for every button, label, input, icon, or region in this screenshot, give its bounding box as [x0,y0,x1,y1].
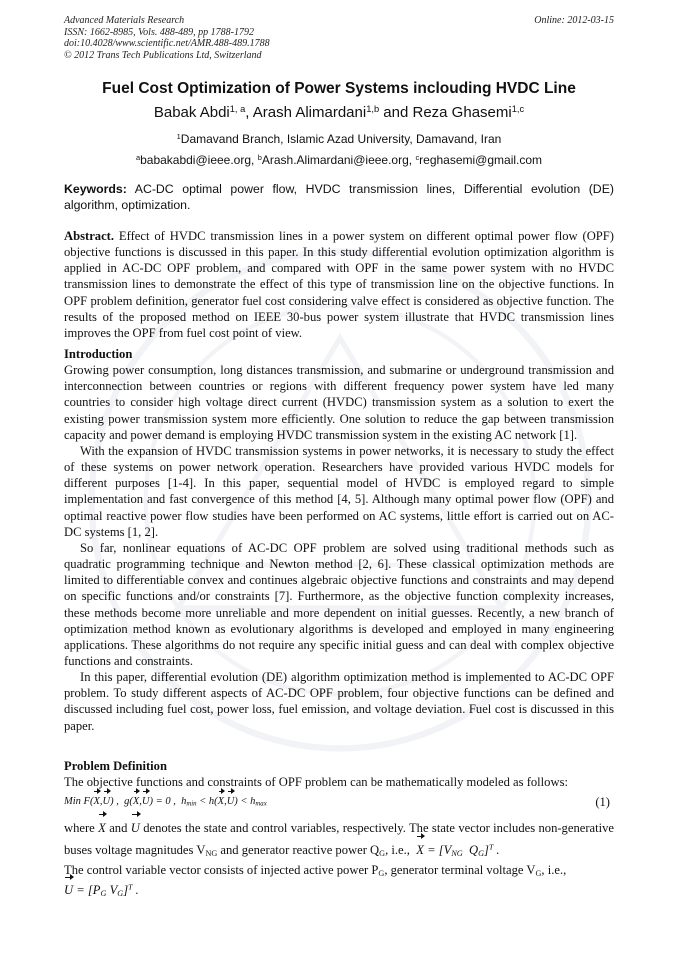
problem-definition-section [64,758,614,900]
control-text-1: The control variable vector consists of injected active power P [64,863,379,878]
issn-line: ISSN: 1662-8985, Vols. 488-489, pp 1788-1792 [64,26,254,38]
introduction-heading: Introduction [64,347,133,361]
problem-definition-heading: Problem Definition [64,759,167,773]
introduction-section [64,346,614,734]
reactive-power-text: and generator reactive power Q [217,843,380,858]
journal-name: Advanced Materials Research [64,15,185,26]
control-vector-definition: $U = [P_G$ $V_G]^T$ . [64,880,614,900]
state-vector-definition: $X = [V_{NG}$ $Q_G]^T$ . [413,843,500,857]
control-vector-text: The control variable vector consists of injected active power $P_G$, generator terminal voltage $V_G$, i.e., [64,863,567,879]
abstract-label: Abstract. [64,229,115,243]
copyright-line: © 2012 Trans Tech Publications Ltd, Switzerland [64,49,262,61]
author-name: Babak Abdi [153,104,230,121]
email-list [0,153,678,167]
author-name: Reza Ghasemi [412,104,512,121]
keywords-label: Keywords: [64,182,127,196]
doi-line: doi:10.4028/www.scientific.net/AMR.488-489.1788 [64,38,270,49]
control-vector-symbol: U [131,817,140,839]
equation-1 [64,791,614,813]
abstract-text: Effect of HVDC transmission lines in a power system on different optimal power flow (OPF) objective functions is discussed in this paper. In this study differential evolution optimization algorithm is applied in AC-DC OPF problem, and compared with OPF in the same power system with no HVDC transmission lines to demonstrate the effect of this type of transmission line on the objective functions. In OPF problem definition, generator fuel cost considering valve effect is considered as objective function. The results of the proposed method on IEEE 30-bus power system illustrate that HVDC transmission lines improves the OPF from fuel cost point of view. [64,229,614,340]
state-control-text: where X and U denotes the state and control variables, respectively. The state vector includes non-generative buses voltage magnitudes $V_{NG}$ and generator reactive power $Q_G$, i.e., $X = [V_{NG}$ $Q_G]^T$ . [64,817,614,861]
equation-1-formula: Min F(X,U) , g(X,U) = 0 , $h_{min} < h(X,U) < h_{max}$ [64,794,267,810]
email-mark: b [257,152,262,162]
author-name: Arash Alimardani [252,104,367,121]
state-vector-text: denotes the state and control variables, respectively. The state vector includes non-generative buses voltage magnitudes V [64,821,615,858]
intro-paragraph-1: Growing power consumption, long distances transmission, and submarine or underground transmission and interconnection between countries or regions with different frequency power system have led many countries to consider high voltage direct current (HVDC) transmission system as a solution to exert the existing power transmission system more efficiently. One solution to reduce the gap between transmission capacity and power demand is employing HVDC transmission system in the existing AC network [1]. [64,363,614,442]
author-affiliation-mark: 1, a [229,103,246,114]
author-list [0,104,678,121]
where-word: where [64,821,95,836]
state-vector-symbol: X [98,817,106,839]
email-address: babakabdi@ieee.org, [140,153,258,167]
equation-1-number: (1) [595,795,610,810]
email-mark: c [415,152,420,162]
journal-meta [64,15,270,61]
keywords [64,181,614,213]
author-separator: , [245,104,253,121]
paper-title: Fuel Cost Optimization of Power Systems inclouding HVDC Line [102,80,576,97]
problem-intro-text: The objective functions and constraints of OPF problem can be mathematically modeled as follows: [64,775,568,790]
affiliation [0,132,678,146]
affiliation-text: Damavand Branch, Islamic Azad University, Damavand, Iran [180,132,502,146]
intro-paragraph-2: With the expansion of HVDC transmission systems in power networks, it is necessary to study the effect of these systems on power network operation. Researchers have provided various HVDC models for different purposes [1-4]. In this paper, sequential model of HVDC is employed regard to simple implementation and fast convergence of this method [4, 5]. Although many optimal power flow (OPF) and optimal reactive power flow studies have been performed on AC systems, little effort is carried out on AC-DC systems [1, 2]. [64,443,614,539]
online-date: Online: 2012-03-15 [534,15,614,26]
email-mark: a [135,152,141,162]
author-affiliation-mark: 1,c [511,103,525,114]
intro-paragraph-4: In this paper, differential evolution (DE) algorithm optimization method is implemented to AC-DC OPF problem. To study different aspects of AC-DC OPF problem, four objective functions can be defined and discussed including fuel cost, power loss, fuel emission, and voltage deviation. Fuel cost is discussed in this paper. [64,670,614,733]
control-text-2: , generator terminal voltage V [384,863,536,878]
ie-text: , i.e., [385,843,410,858]
keywords-text: AC-DC optimal power flow, HVDC transmission lines, Differential evolution (DE) algorithm, optimization. [64,182,614,212]
abstract [64,228,614,341]
author-separator: and [379,104,413,121]
affiliation-mark: 1 [176,131,181,141]
author-affiliation-mark: 1,b [366,103,380,114]
and-word: and [109,821,128,836]
email-address: Arash.Alimardani@ieee.org, [261,153,416,167]
email-address: reghasemi@gmail.com [419,153,543,167]
intro-paragraph-3: So far, nonlinear equations of AC-DC OPF problem are solved using traditional methods such as quadratic programming technique and Newton method [2, 6]. These classical optimization methods are limited to differentiable convex and continues algebraic objective functions and constraints and may depend on specific functions and/or constraints [7]. Furthermore, as the objective function complexity increases, these methods become more unreliable and more dependent on initial guesses. Recently, a new branch of optimization method known as evolutionary algorithms is developed and employed in many engineering applications. These algorithms do not require any specific initial guess and can deal with complex objective functions and constraints. [64,540,614,668]
control-text-3: , i.e., [541,863,567,878]
